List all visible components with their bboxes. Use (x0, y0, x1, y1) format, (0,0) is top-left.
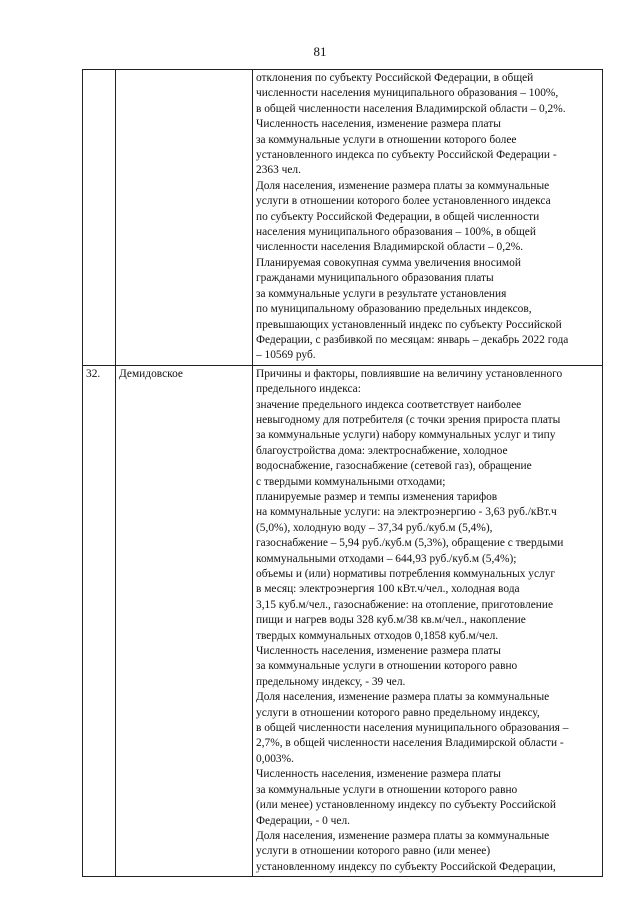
text-line: по муниципальному образованию предельных индексов, (256, 303, 532, 316)
text-line: – 10569 руб. (256, 349, 316, 362)
text-line: водоснабжение, газоснабжение (сетевой газ), обращение (256, 460, 532, 473)
text-line: в общей численности населения муниципального образования – (256, 722, 569, 735)
text-line: 2,7%, в общей численности населения Владимирской области - (256, 737, 564, 750)
text-line: населения муниципального образования – 100%, в общей (256, 226, 536, 239)
row-number-cell: 32. (83, 365, 116, 876)
text-line: по субъекту Российской Федерации, в общей численности (256, 210, 540, 223)
text-line: Численность населения, изменение размера платы (256, 118, 501, 131)
text-line: гражданами муниципального образования платы (256, 272, 494, 285)
table-row (83, 70, 603, 366)
text-line: превышающих установленный индекс по субъекту Российской (256, 318, 562, 331)
text-line: услуги в отношении которого равно (или менее) (256, 845, 491, 858)
text-line: Численность населения, изменение размера платы (256, 768, 501, 781)
text-line: за коммунальные услуги в отношении которого более (256, 133, 517, 146)
text-line: Доля населения, изменение размера платы за коммунальные (256, 691, 550, 704)
text-line: за коммунальные услуги в отношении которого равно (256, 783, 518, 796)
text-line: услуги в отношении которого более установленного индекса (256, 195, 551, 208)
text-line: предельному индексу, - 39 чел. (256, 675, 406, 688)
description-lines (256, 367, 599, 875)
text-line: Причины и факторы, повлиявшие на величину установленного (256, 367, 563, 380)
text-line: 2363 чел. (256, 164, 301, 177)
text-line: (5,0%), холодную воду – 37,34 руб./куб.м (5,4%), (256, 521, 493, 534)
text-line: газоснабжение – 5,94 руб./куб.м (5,3%), обращение с твердыми (256, 537, 564, 550)
text-line: Федерации, с разбивкой по месяцам: январь – декабрь 2022 года (256, 333, 569, 346)
description-cell (253, 365, 603, 876)
text-line: на коммунальные услуги: на электроэнергию - 3,63 руб./кВт.ч (256, 506, 557, 519)
document-table (82, 69, 603, 877)
text-line: установленного индекса по субъекту Российской Федерации - (256, 149, 557, 162)
text-line: 0,003%. (256, 752, 294, 765)
text-line: объемы и (или) нормативы потребления коммунальных услуг (256, 568, 556, 580)
page-number: 81 (313, 44, 327, 59)
text-line: твердых коммунальных отходов 0,1858 куб.м/чел. (256, 629, 499, 642)
text-line: в месяц: электроэнергия 100 кВт.ч/чел., холодная вода (256, 583, 520, 596)
text-line: отклонения по субъекту Российской Федерации, в общей (256, 72, 534, 84)
text-line: численности населения Владимирской области – 0,2%. (256, 241, 524, 254)
municipality-name-cell: Демидовское (116, 365, 253, 876)
text-line: за коммунальные услуги в отношении которого равно (256, 660, 518, 673)
text-line: предельного индекса: (256, 383, 361, 396)
text-line: значение предельного индекса соответствует наиболее (256, 398, 522, 411)
text-line: пищи и нагрев воды 328 куб.м/38 кв.м/чел., накопление (256, 614, 526, 627)
text-line: услуги в отношении которого равно предельному индексу, (256, 706, 540, 719)
text-line: благоустройства дома: электроснабжение, холодное (256, 444, 508, 457)
text-line: 3,15 куб.м/чел., газоснабжение: на отопление, приготовление (256, 598, 554, 611)
text-line: Доля населения, изменение размера платы за коммунальные (256, 179, 550, 192)
municipality-name-cell (116, 70, 253, 366)
text-line: (или менее) установленному индексу по субъекту Российской (256, 799, 556, 812)
description-cell (253, 70, 603, 366)
text-line: за коммунальные услуги) набору коммунальных услуг и типу (256, 429, 556, 442)
text-line: за коммунальные услуги в результате установления (256, 287, 507, 300)
table-row (83, 365, 603, 876)
text-line: Планируемая совокупная сумма увеличения вносимой (256, 256, 521, 269)
text-line: Численность населения, изменение размера платы (256, 645, 501, 658)
text-line: численности населения муниципального образования – 100%, (256, 87, 559, 100)
text-line: Доля населения, изменение размера платы за коммунальные (256, 829, 550, 842)
row-number-cell (83, 70, 116, 366)
description-lines (256, 71, 599, 364)
text-line: в общей численности населения Владимирской области – 0,2%. (256, 102, 566, 115)
text-line: с твердыми коммунальными отходами; (256, 475, 446, 488)
text-line: Федерации, - 0 чел. (256, 814, 350, 827)
text-line: коммунальными отходами – 644,93 руб./куб.м (5,4%); (256, 552, 517, 565)
text-line: невыгодному для потребителя (с точки зрения прироста платы (256, 413, 561, 426)
text-line: установленному индексу по субъекту Российской Федерации, (256, 860, 556, 873)
text-line: планируемые размер и темпы изменения тарифов (256, 490, 498, 503)
